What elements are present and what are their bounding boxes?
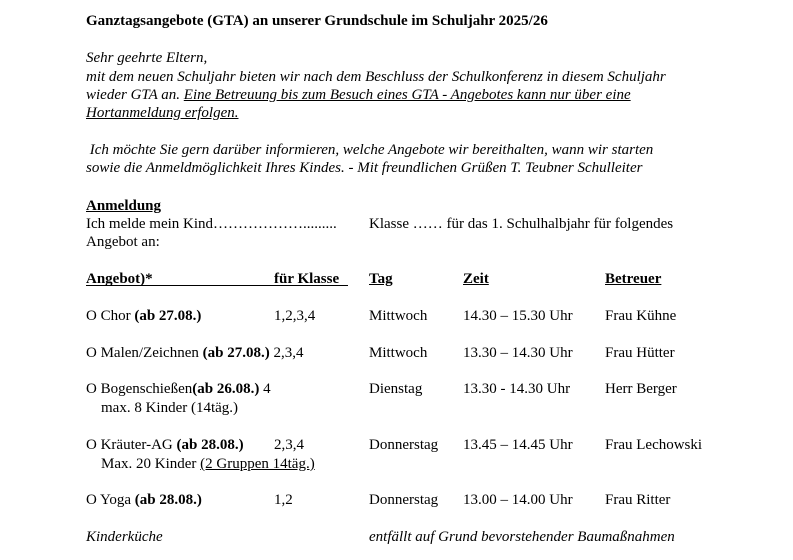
intro-line-1: mit dem neuen Schuljahr bieten wir nach dem Beschluss der Schulkonferenz in diesem Schuljahr bbox=[86, 69, 666, 85]
kitchen-note: entfällt auf Grund bevorstehender Baumaßnahmen bbox=[369, 529, 675, 545]
col-header-klasse: für Klasse bbox=[274, 271, 340, 287]
offer-name: O Bogenschießen bbox=[86, 381, 193, 397]
info-line-1: Ich möchte Sie gern darüber informieren, welche Angebote wir bereithalten, wann wir starten bbox=[86, 142, 654, 158]
offer-yoga-tag: Donnerstag bbox=[369, 492, 439, 508]
offer-bogen-betreuer: Herr Berger bbox=[605, 381, 677, 397]
offer-yoga-name bbox=[86, 491, 202, 509]
offer-kraeuter-klasse: 2,3,4 bbox=[274, 437, 304, 453]
kitchen-name: Kinderküche bbox=[86, 529, 163, 545]
offer-malen-betreuer: Frau Hütter bbox=[605, 345, 675, 361]
offer-yoga-betreuer: Frau Ritter bbox=[605, 492, 671, 508]
offer-kraeuter-tag: Donnerstag bbox=[369, 437, 439, 453]
offer-kraeuter-name bbox=[86, 436, 244, 454]
registration-line-1-left: Ich melde mein Kind………………......... bbox=[86, 216, 337, 232]
registration-line-2: Angebot an: bbox=[86, 234, 160, 250]
offer-chor-tag: Mittwoch bbox=[369, 308, 428, 324]
offer-kraeuter-betreuer: Frau Lechowski bbox=[605, 437, 703, 453]
offer-chor-klasse: 1,2,3,4 bbox=[274, 308, 316, 324]
offer-malen-tag: Mittwoch bbox=[369, 345, 428, 361]
hort-notice-continued: Hortanmeldung erfolgen. bbox=[86, 105, 239, 121]
offer-bogen-name bbox=[86, 380, 271, 398]
offer-malen-name bbox=[86, 344, 303, 362]
salutation: Sehr geehrte Eltern, bbox=[86, 50, 208, 66]
offer-kraeuter-note bbox=[101, 455, 315, 473]
offer-bogen-klasse: 4 bbox=[263, 381, 271, 397]
offer-bogen-tag: Dienstag bbox=[369, 381, 423, 397]
col-header-betreuer: Betreuer bbox=[605, 271, 662, 287]
offer-bogen-zeit: 13.30 - 14.30 Uhr bbox=[463, 381, 571, 397]
col-header-angebot: Angebot)* bbox=[86, 271, 153, 287]
offer-yoga-klasse: 1,2 bbox=[274, 492, 293, 508]
offer-name: O Chor bbox=[86, 308, 135, 324]
offer-malen-zeit: 13.30 – 14.30 Uhr bbox=[463, 345, 573, 361]
offer-kraeuter-note-plain: Max. 20 Kinder bbox=[101, 456, 201, 472]
col-header-zeit: Zeit bbox=[463, 271, 489, 287]
offer-chor-name bbox=[86, 307, 201, 325]
offer-name: O Malen/Zeichnen bbox=[86, 345, 203, 361]
info-line-2: sowie die Anmeldmöglichkeit Ihres Kindes. - Mit freundlichen Grüßen T. Teubner Schulleiter bbox=[86, 160, 643, 176]
offer-kraeuter-zeit: 13.45 – 14.45 Uhr bbox=[463, 437, 573, 453]
offer-bogen-note: max. 8 Kinder (14täg.) bbox=[101, 400, 239, 416]
offer-start-date: (ab 27.08.) bbox=[202, 345, 270, 361]
offer-start-date: (ab 26.08.) bbox=[192, 381, 260, 397]
intro-line-2-plain: wieder GTA an. bbox=[86, 87, 184, 103]
offer-kraeuter-note-groups: (2 Gruppen 14täg.) bbox=[200, 456, 315, 472]
registration-heading: Anmeldung bbox=[86, 198, 162, 214]
offer-chor-zeit: 14.30 – 15.30 Uhr bbox=[463, 308, 573, 324]
offer-start-date: (ab 27.08.) bbox=[134, 308, 202, 324]
offer-start-date: (ab 28.08.) bbox=[176, 437, 244, 453]
hort-notice: Eine Betreuung bis zum Besuch eines GTA - Angebotes kann nur über eine bbox=[183, 87, 631, 103]
offer-start-date: (ab 28.08.) bbox=[134, 492, 202, 508]
registration-line-1-right: Klasse …… für das 1. Schulhalbjahr für folgendes bbox=[369, 216, 674, 232]
col-header-tag: Tag bbox=[369, 271, 393, 287]
offer-name: O Yoga bbox=[86, 492, 135, 508]
offer-name: O Kräuter-AG bbox=[86, 437, 177, 453]
offer-chor-betreuer: Frau Kühne bbox=[605, 308, 677, 324]
offer-yoga-zeit: 13.00 – 14.00 Uhr bbox=[463, 492, 573, 508]
intro-line-2 bbox=[86, 86, 631, 104]
document-title: Ganztagsangebote (GTA) an unserer Grundschule im Schuljahr 2025/26 bbox=[86, 13, 548, 29]
offer-malen-klasse: 2,3,4 bbox=[273, 345, 304, 361]
